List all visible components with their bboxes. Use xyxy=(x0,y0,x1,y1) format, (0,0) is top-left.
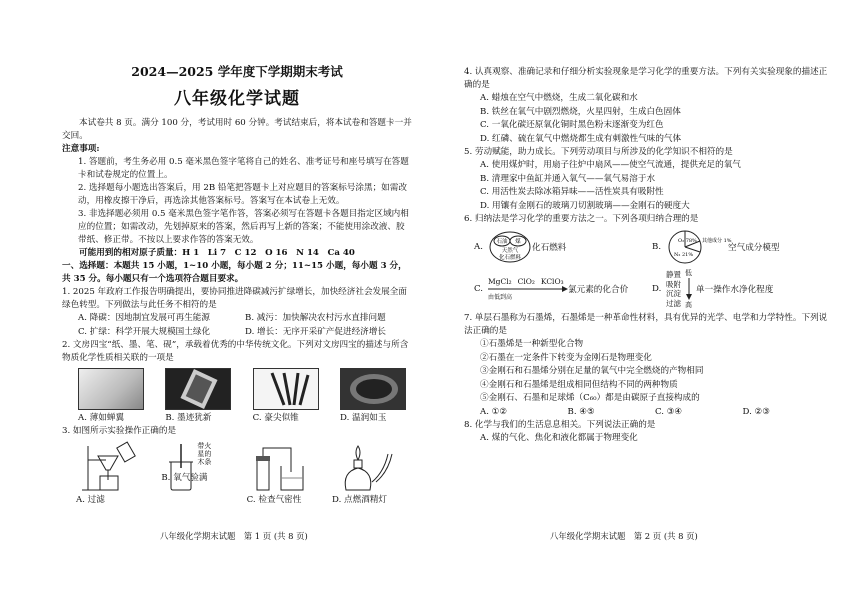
page-right xyxy=(430,0,860,608)
q5-option-c: C. 用活性炭去除冰箱异味——活性炭具有吸附性 xyxy=(480,187,664,197)
q1-option-a: A. 降碳：因地制宜发展可再生能源 xyxy=(78,313,210,323)
q1-stem: 1. 2025 年政府工作报告明确提出，要协同推进降碳减污扩绿增长，加快经济社会发展全面绿色转型。下列做法与此任务不相符的是 xyxy=(62,287,407,310)
inkstone-photo xyxy=(340,368,406,410)
q2-stem: 2. 文房四宝“纸、墨、笔、砚”，承载着优秀的中华传统文化。下列对文房四宝的描述与所含物质化学性质相关联的一项是 xyxy=(62,340,409,363)
q5-stem: 5. 劳动赋能，助力成长。下列劳动项目与所涉及的化学知识不相符的是 xyxy=(464,147,733,157)
q7-option-d: D. ②③ xyxy=(742,406,770,417)
exam-subtitle: 八年级化学试题 xyxy=(174,89,300,109)
air-part-o2: O₂ 78% xyxy=(678,238,697,244)
formula-mgcl2: MgCl₂ xyxy=(488,277,512,286)
q6-c-direction: 由低到高 xyxy=(488,294,513,301)
step-3: 沉淀 xyxy=(666,289,681,298)
q6-stem: 6. 归纳法是学习化学的重要方法之一。下列各项归纳合理的是 xyxy=(464,214,699,224)
formula-clo2: ClO₂ xyxy=(517,277,535,286)
q1-option-c: C. 扩绿：科学开展大规模国土绿化 xyxy=(78,326,211,337)
step-4: 过滤 xyxy=(666,298,681,308)
q4-option-b: B. 铁丝在氧气中剧烈燃烧，火星四射，生成白色固体 xyxy=(480,106,681,117)
q7-statement-1: ①石墨烯是一种新型化合物 xyxy=(480,339,584,349)
q3-exp-d xyxy=(332,442,404,507)
ink-photo xyxy=(165,368,231,410)
q4-option-a: A. 蜡烛在空气中燃烧，生成二氧化碳和水 xyxy=(480,93,638,103)
q7-statement-3: ③金刚石和石墨烯分别在足量的氧气中完全燃烧的产物相同 xyxy=(480,366,704,376)
q4-option-d: D. 红磷、硫在氧气中燃烧都生成有刺激性气味的气体 xyxy=(480,133,682,144)
q5-option-b: B. 清理家中鱼缸并通入氧气——氧气易溶于水 xyxy=(480,173,656,184)
q6-option-c: C. MgCl₂ ClO₂ KClO₃ 由低到高 氯元素的化合价 xyxy=(474,277,629,301)
q3-option-b: B. 氧气验满 xyxy=(161,473,208,483)
note-2: 2. 选择题每小题选出答案后，用 2B 铅笔把答题卡上对应题目的答案标号涂黑；如需改动，用橡皮擦干净后，再选涂其他答案标号。答案写在本试卷上无效。 xyxy=(78,183,407,206)
q6-diagrams-row2 xyxy=(464,268,830,310)
q3-option-a: A. 过滤 xyxy=(76,495,105,505)
q7-statement-5: ⑤金刚石、石墨和足球烯（C₆₀）都是由碳原子直接构成的 xyxy=(480,393,700,403)
air-part-other: 其他成分 1% xyxy=(702,238,732,244)
step-2: 吸附 xyxy=(666,279,681,289)
airtightness-diagram xyxy=(247,442,319,492)
q2-pictures xyxy=(62,365,412,425)
fossil-item-oil: 石油 xyxy=(496,239,508,245)
q2-pic-d xyxy=(340,368,406,425)
q3-option-d: D. 点燃酒精灯 xyxy=(331,495,388,505)
q2-option-a: A. 薄如蝉翼 xyxy=(78,413,125,423)
paper-photo xyxy=(78,368,144,410)
q4-stem: 4. 认真观察、准确记录和仔细分析实验现象是学习化学的重要方法。下列有关实验现象的描述正确的是 xyxy=(464,67,828,90)
q6-c-label: 氯元素的化合价 xyxy=(568,285,629,295)
q6-option-b: B. O₂ 78% N₂ 21% 其他成分 1% 空气成分模型 xyxy=(652,228,830,266)
intro-text: 本试卷共 8 页。满分 100 分，考试用时 60 分钟。考试结束后，将本试卷和答题卡一并交回。 xyxy=(62,118,412,141)
alcohol-lamp-diagram xyxy=(332,442,404,492)
note-3: 3. 非选择题必须用 0.5 毫米黑色签字笔作答，答案必须写在答题卡各题目指定区域内相应的位置；如需改动，先划掉原来的答案，然后再写上新的答案；不能使用涂改液、胶带纸、修正带。不按以上要求作答的答案无效。 xyxy=(78,209,409,245)
q1-options-row1 xyxy=(62,312,412,326)
q3-exp-c xyxy=(247,442,319,507)
q6-option-a: A. 石油 煤 天然气 化石燃料 化石燃料 xyxy=(474,228,652,266)
step-1: 静置 xyxy=(666,270,681,279)
section-1-heading: 一、选择题：本题共 15 小题，1~10 小题，每小题 2 分；11~15 小题，每小题 3 分，共 35 分。每小题只有一个选项符合题目要求。 xyxy=(62,261,407,284)
q7-option-c: C. ③④ xyxy=(655,406,683,417)
q3-exp-b xyxy=(161,442,233,507)
q7-options xyxy=(464,406,830,420)
q1-option-b: B. 减污：加快解决农村污水直排问题 xyxy=(245,313,386,323)
q2-pic-b xyxy=(165,368,231,425)
q2-option-c: C. 豪尖似锥 xyxy=(252,413,299,423)
q3-stem: 3. 如图所示实验操作正确的是 xyxy=(62,426,177,436)
q3-exp-a xyxy=(76,442,148,507)
q2-option-d: D. 温润如玉 xyxy=(339,413,387,423)
arrow-down-icon xyxy=(686,278,692,300)
footer-page-1: 八年级化学期末试题 第 1 页 (共 8 页) xyxy=(160,531,308,541)
atomic-masses: 可能用到的相对原子质量：H 1 Li 7 C 12 O 16 N 14 Ca 40 xyxy=(79,248,355,258)
notes-heading: 注意事项: xyxy=(62,144,100,154)
fossil-item-gas: 天然气 xyxy=(501,248,519,254)
fossil-item-coal: 煤 xyxy=(515,239,521,245)
q5-option-d: D. 用镶有金刚石的玻璃刀切割玻璃——金刚石的硬度大 xyxy=(480,200,690,211)
q1-option-d: D. 增长：无序开采矿产促进经济增长 xyxy=(245,326,386,337)
q6-d-label: 单一操作水净化程度 xyxy=(696,285,774,295)
formula-kclo3: KClO₃ xyxy=(540,277,564,286)
q2-option-b: B. 墨迹犹新 xyxy=(165,413,212,423)
q8-option-a: A. 煤的气化、焦化和液化都属于物理变化 xyxy=(480,433,638,443)
fossil-fuel-center: 化石燃料 xyxy=(498,255,522,261)
q2-pic-a xyxy=(78,368,144,425)
exam-title: 2024—2025 学年度下学期期末考试 xyxy=(131,64,343,79)
level-high: 高 xyxy=(685,301,692,309)
q7-statement-4: ④金刚石和石墨烯是组成相同但结构不同的两种物质 xyxy=(480,379,678,390)
q7-stem: 7. 单层石墨称为石墨烯，石墨烯是一种革命性材料，具有优异的光学、电学和力学特性。下列说法正确的是 xyxy=(464,313,828,336)
q8-stem: 8. 化学与我们的生活息息相关。下列说法正确的是 xyxy=(464,420,656,430)
q6-option-d: D. 静置 吸附 沉淀 过滤 低 高 单一操作水净化程度 xyxy=(652,269,774,309)
q6-diagrams-row1 xyxy=(464,228,830,266)
level-low: 低 xyxy=(685,269,692,277)
brush-photo xyxy=(253,368,319,410)
note-1: 1. 答题前，考生务必用 0.5 毫米黑色签字笔将自己的姓名、准考证号和座号填写在答题卡和试卷规定的位置上。 xyxy=(78,157,409,180)
q1-options-row2 xyxy=(62,326,412,340)
q2-pic-c xyxy=(253,368,319,425)
q6-a-label: 化石燃料 xyxy=(532,243,567,253)
q3-option-c: C. 检查气密性 xyxy=(246,495,302,505)
filtration-diagram xyxy=(76,442,148,492)
q4-option-c: C. 一氧化碳还原氧化铜时黑色粉末逐渐变为红色 xyxy=(480,120,664,130)
air-part-n2: N₂ 21% xyxy=(674,252,694,258)
q7-statement-2: ②石墨在一定条件下转变为金刚石是物理变化 xyxy=(480,352,652,363)
q7-option-b: B. ④⑤ xyxy=(567,406,595,417)
q6-b-label: 空气成分模型 xyxy=(728,243,780,253)
footer-page-2: 八年级化学期末试题 第 2 页 (共 8 页) xyxy=(550,531,698,541)
q7-option-a: A. ①② xyxy=(480,406,508,417)
q3-experiments xyxy=(62,438,412,507)
wood-splint-label: 带火星的木条 xyxy=(197,442,212,466)
q5-option-a: A. 使用煤炉时，用扇子往炉中扇风——使空气流通，提供充足的氧气 xyxy=(480,160,741,170)
fossil-fuel-diagram xyxy=(488,230,532,264)
